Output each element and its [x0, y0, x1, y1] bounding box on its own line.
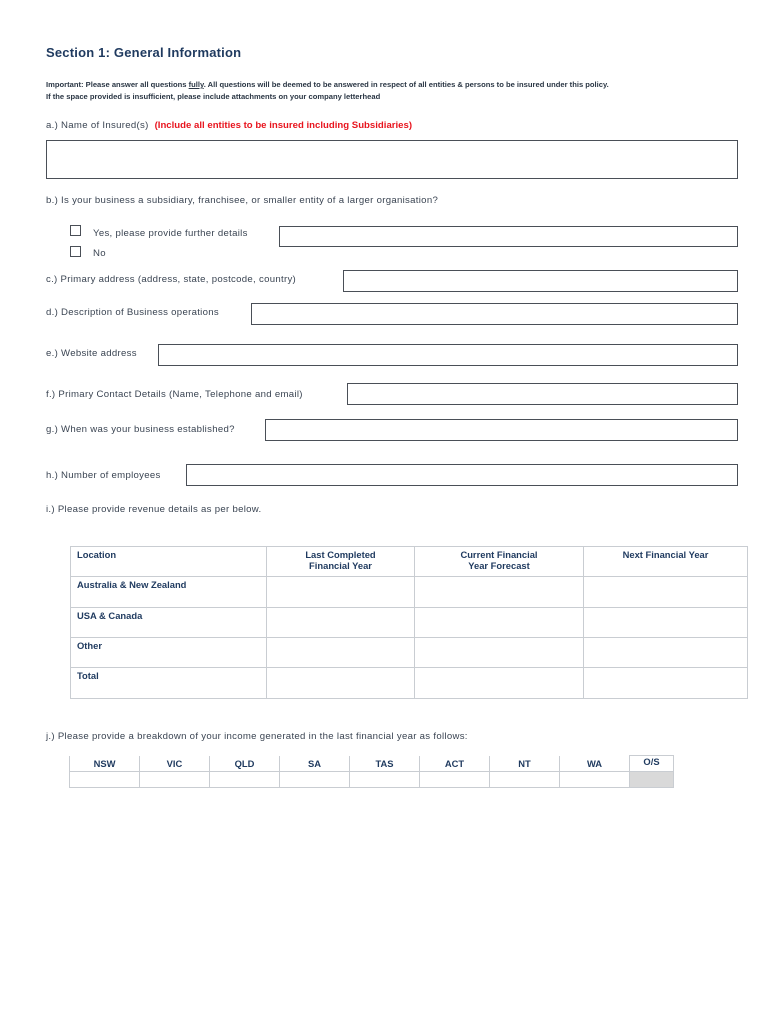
- revenue-header-next: Next Financial Year: [584, 547, 748, 577]
- website-address-field[interactable]: [158, 344, 738, 366]
- revenue-cell[interactable]: [584, 608, 748, 638]
- income-cell-nt[interactable]: [490, 772, 560, 788]
- question-f-label: f.) Primary Contact Details (Name, Telephone and email): [46, 389, 303, 400]
- revenue-header-row: [71, 547, 748, 577]
- revenue-header-current: Current Financial Year Forecast: [415, 547, 584, 577]
- revenue-cell[interactable]: [267, 577, 415, 608]
- question-a-label: a.) Name of Insured(s): [46, 120, 149, 131]
- income-header-nt: NT: [490, 756, 560, 772]
- income-cell-qld[interactable]: [210, 772, 280, 788]
- revenue-table: [70, 546, 748, 699]
- important-note: [46, 80, 609, 89]
- note-text-1: Important: Please answer all questions: [46, 80, 189, 89]
- revenue-cell[interactable]: [267, 638, 415, 668]
- revenue-row: [71, 608, 748, 638]
- revenue-cell[interactable]: [267, 608, 415, 638]
- income-header-os: O/S: [630, 756, 674, 772]
- question-c-label: c.) Primary address (address, state, postcode, country): [46, 274, 297, 285]
- income-header-qld: QLD: [210, 756, 280, 772]
- primary-contact-field[interactable]: [347, 383, 738, 405]
- income-cell-nsw[interactable]: [70, 772, 140, 788]
- income-header-row: [70, 756, 674, 772]
- income-header-act: ACT: [420, 756, 490, 772]
- revenue-row: [71, 577, 748, 608]
- primary-address-field[interactable]: [343, 270, 738, 292]
- question-e-label: e.) Website address: [46, 348, 137, 359]
- revenue-row: [71, 668, 748, 699]
- question-b-label: b.) Is your business a subsidiary, franchisee, or smaller entity of a larger organisation?: [46, 195, 439, 206]
- no-label: No: [93, 248, 106, 259]
- question-a-emphasis: (Include all entities to be insured including Subsidiaries): [154, 120, 413, 131]
- income-value-row: [70, 772, 674, 788]
- income-header-wa: WA: [560, 756, 630, 772]
- revenue-cell[interactable]: [415, 577, 584, 608]
- income-cell-tas[interactable]: [350, 772, 420, 788]
- income-header-nsw: NSW: [70, 756, 140, 772]
- revenue-row: [71, 638, 748, 668]
- no-checkbox[interactable]: [70, 246, 81, 257]
- name-of-insured-field[interactable]: [46, 140, 738, 179]
- income-table: [69, 755, 674, 788]
- section-title: Section 1: General Information: [46, 45, 242, 60]
- yes-label: Yes, please provide further details: [93, 228, 248, 239]
- note-text-2: . All questions will be deemed to be answered in respect of all entities & persons to be insured under this policy.: [203, 80, 609, 89]
- note-fully: fully: [188, 80, 204, 89]
- revenue-cell[interactable]: [415, 608, 584, 638]
- income-cell-os[interactable]: [630, 772, 674, 788]
- question-g-label: g.) When was your business established?: [46, 424, 235, 435]
- income-cell-vic[interactable]: [140, 772, 210, 788]
- question-h-label: h.) Number of employees: [46, 470, 161, 481]
- business-description-field[interactable]: [251, 303, 738, 325]
- revenue-cell[interactable]: [584, 668, 748, 699]
- revenue-row-label: Other: [71, 638, 267, 668]
- question-i-label: i.) Please provide revenue details as per below.: [46, 504, 262, 515]
- revenue-row-label: USA & Canada: [71, 608, 267, 638]
- question-d-label: d.) Description of Business operations: [46, 307, 219, 318]
- revenue-cell[interactable]: [415, 668, 584, 699]
- further-details-field[interactable]: [279, 226, 738, 247]
- revenue-row-label: Australia & New Zealand: [71, 577, 267, 608]
- revenue-cell[interactable]: [584, 638, 748, 668]
- revenue-header-last: Last Completed Financial Year: [267, 547, 415, 577]
- revenue-header-location: Location: [71, 547, 267, 577]
- yes-checkbox[interactable]: [70, 225, 81, 236]
- income-cell-act[interactable]: [420, 772, 490, 788]
- revenue-cell[interactable]: [267, 668, 415, 699]
- income-cell-wa[interactable]: [560, 772, 630, 788]
- revenue-cell[interactable]: [584, 577, 748, 608]
- question-j-label: j.) Please provide a breakdown of your income generated in the last financial year as follows:: [46, 731, 468, 742]
- established-date-field[interactable]: [265, 419, 738, 441]
- income-header-sa: SA: [280, 756, 350, 772]
- income-header-vic: VIC: [140, 756, 210, 772]
- income-cell-sa[interactable]: [280, 772, 350, 788]
- revenue-row-label: Total: [71, 668, 267, 699]
- question-a: [46, 120, 412, 131]
- income-header-tas: TAS: [350, 756, 420, 772]
- important-note-line2: If the space provided is insufficient, please include attachments on your company letterhead: [46, 92, 381, 101]
- revenue-cell[interactable]: [415, 638, 584, 668]
- employees-field[interactable]: [186, 464, 738, 486]
